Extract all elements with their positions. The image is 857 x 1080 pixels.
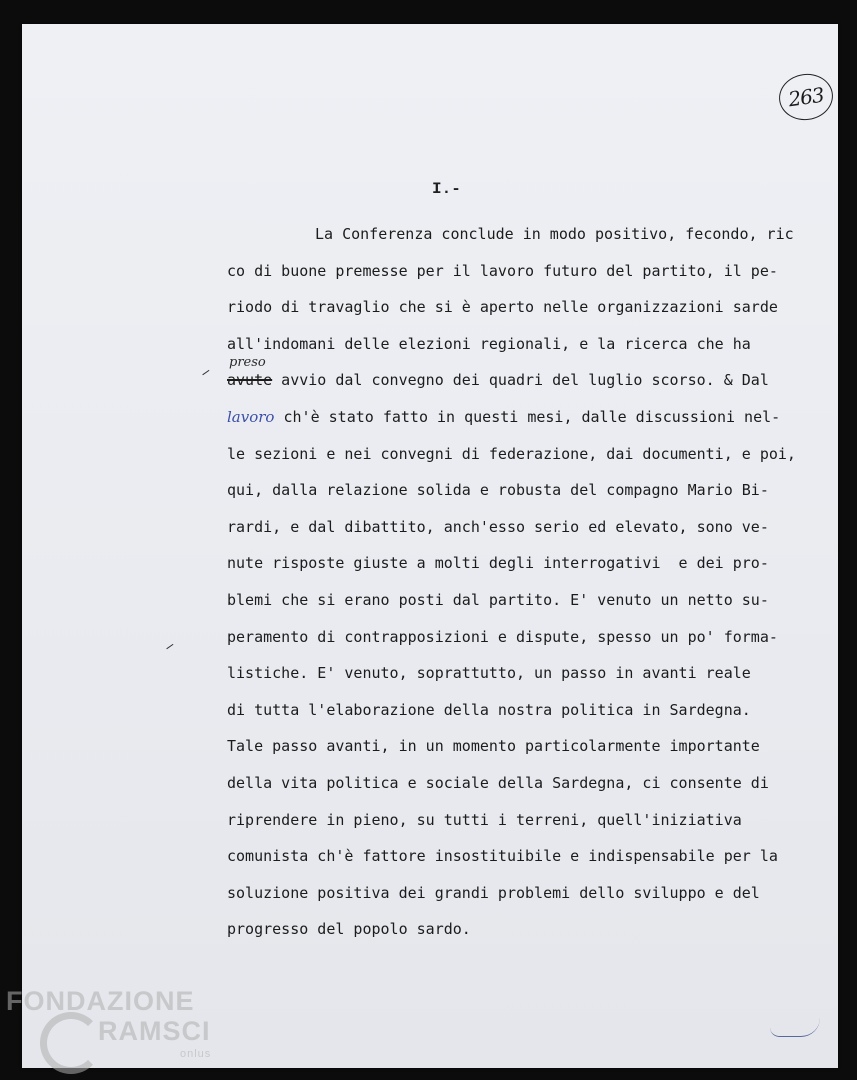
text-line-rest: ch'è stato fatto in questi mesi, dalle discussioni nel- — [274, 407, 781, 426]
text-line: Tale passo avanti, in un momento particolarmente importante — [227, 737, 760, 756]
text-line: progresso del popolo sardo. — [227, 920, 471, 939]
watermark-g-icon — [40, 1012, 102, 1074]
text-line: blemi che si erano posti dal partito. E' venuto un netto su- — [227, 590, 769, 609]
typewritten-page — [22, 24, 838, 1068]
typed-body — [227, 216, 837, 948]
handwritten-insertion: preso — [229, 355, 266, 371]
margin-tick-mark — [166, 644, 173, 650]
text-line: all'indomani delle elezioni regionali, e la ricerca che ha — [227, 334, 751, 353]
handwritten-word: lavoro — [227, 407, 275, 426]
text-line: di tutta l'elaborazione della nostra politica in Sardegna. — [227, 700, 751, 719]
text-line: rardi, e dal dibattito, anch'esso serio ed elevato, sono ve- — [227, 517, 769, 536]
page-number-stamp — [776, 70, 836, 123]
text-line: peramento di contrapposizioni e dispute, spesso un po' forma- — [227, 627, 778, 646]
text-line: nute risposte giuste a molti degli interrogativi e dei pro- — [227, 554, 769, 573]
text-line: riodo di travaglio che si è aperto nelle organizzazioni sarde — [227, 298, 778, 317]
watermark-line-1: FONDAZIONE — [6, 986, 195, 1016]
struck-word: avute — [227, 371, 273, 390]
text-line: riprendere in pieno, su tutti i terreni, quell'iniziativa — [227, 810, 742, 829]
text-line: della vita politica e sociale della Sardegna, ci consente di — [227, 773, 769, 792]
watermark-line-3: onlus — [180, 1048, 212, 1060]
section-heading: I.- — [432, 180, 461, 198]
text-line: le sezioni e nei convegni di federazione, dai documenti, e poi, — [227, 444, 796, 463]
archive-watermark-logo — [6, 986, 221, 1076]
text-line-with-handwriting — [227, 399, 837, 436]
watermark-line-2: RAMSCI — [98, 1016, 211, 1046]
text-line-rest: avvio dal convegno dei quadri del luglio scorso. & Dal — [272, 371, 769, 390]
page-number: 263 — [786, 82, 826, 112]
margin-tick-mark — [202, 370, 209, 376]
text-line-with-correction — [227, 355, 837, 399]
correction — [227, 355, 273, 390]
text-line: qui, dalla relazione solida e robusta del compagno Mario Bi- — [227, 481, 769, 500]
text-line: comunista ch'è fattore insostituibile e indispensabile per la — [227, 847, 778, 866]
pen-stroke-mark — [770, 1018, 820, 1037]
text-line: co di buone premesse per il lavoro futuro del partito, il pe- — [227, 261, 778, 280]
text-line: soluzione positiva dei grandi problemi dello sviluppo e del — [227, 883, 760, 902]
text-line: La Conferenza conclude in modo positivo, fecondo, ric — [315, 225, 794, 243]
text-line: listiche. E' venuto, soprattutto, un passo in avanti reale — [227, 664, 751, 683]
